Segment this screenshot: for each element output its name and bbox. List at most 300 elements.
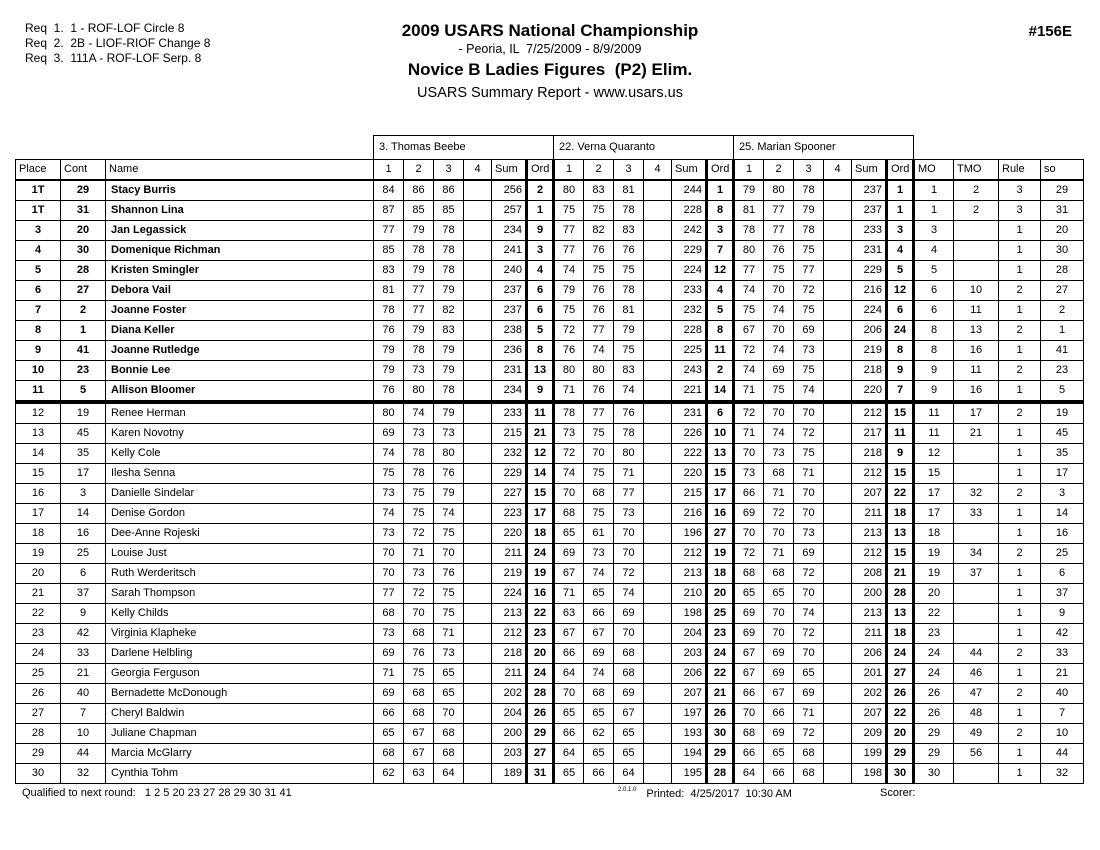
cell-score: [464, 744, 492, 764]
cell-score: [464, 664, 492, 684]
cell-score: [464, 604, 492, 624]
skater-row: [16, 504, 1084, 524]
cell-mo: 19: [914, 564, 954, 584]
cell-place: 22: [16, 604, 61, 624]
cell-ord: 22: [887, 704, 914, 724]
cell-sum: 203: [672, 644, 707, 664]
cell-score: 71: [374, 664, 404, 684]
cell-cont: 19: [61, 402, 106, 424]
cell-tmo: 11: [954, 301, 999, 321]
cell-score: 72: [404, 584, 434, 604]
cell-cont: 40: [61, 684, 106, 704]
requirement-line: Req 2. 2B - LIOF-RIOF Change 8: [25, 36, 211, 50]
cell-sum: 196: [672, 524, 707, 544]
cell-cont: 42: [61, 624, 106, 644]
cell-rule: 3: [999, 201, 1041, 221]
cell-tmo: 56: [954, 744, 999, 764]
cell-score: 80: [764, 180, 794, 201]
cell-score: [464, 180, 492, 201]
cell-score: 75: [584, 261, 614, 281]
col-header-4: 4: [644, 160, 672, 181]
cell-ord: 3: [707, 221, 734, 241]
cell-score: 69: [584, 644, 614, 664]
cell-sum: 193: [672, 724, 707, 744]
cell-ord: 27: [527, 744, 554, 764]
cell-score: 66: [374, 704, 404, 724]
cell-sum: 219: [492, 564, 527, 584]
cell-rule: 1: [999, 604, 1041, 624]
cell-cont: 44: [61, 744, 106, 764]
cell-sum: 213: [492, 604, 527, 624]
cell-rule: 1: [999, 424, 1041, 444]
cell-score: 68: [554, 504, 584, 524]
cell-so: 9: [1041, 604, 1084, 624]
cell-score: [644, 484, 672, 504]
cell-sum: 213: [672, 564, 707, 584]
cell-score: 74: [734, 361, 764, 381]
cell-sum: 204: [492, 704, 527, 724]
cell-score: 67: [734, 321, 764, 341]
cell-ord: 24: [887, 321, 914, 341]
cell-score: 69: [734, 504, 764, 524]
cell-place: 19: [16, 544, 61, 564]
cell-score: 76: [404, 644, 434, 664]
cell-score: 72: [734, 544, 764, 564]
cell-score: [644, 524, 672, 544]
cell-sum: 224: [672, 261, 707, 281]
cell-cont: 20: [61, 221, 106, 241]
cell-score: 70: [794, 484, 824, 504]
cell-ord: 8: [707, 201, 734, 221]
cell-sum: 195: [672, 764, 707, 784]
cell-score: [464, 724, 492, 744]
cell-place: 6: [16, 281, 61, 301]
cell-place: 11: [16, 381, 61, 403]
cell-score: 71: [434, 624, 464, 644]
results-table-body: [16, 180, 1084, 784]
cell-score: 84: [374, 180, 404, 201]
cell-score: 77: [764, 201, 794, 221]
cell-score: 73: [794, 524, 824, 544]
cell-name: Juliane Chapman: [106, 724, 374, 744]
cell-tmo: 13: [954, 321, 999, 341]
cell-score: 75: [794, 301, 824, 321]
requirement-line: Req 1. 1 - ROF-LOF Circle 8: [25, 21, 185, 35]
cell-score: 65: [584, 584, 614, 604]
championship-title: 2009 USARS National Championship: [401, 21, 699, 40]
cell-score: 69: [794, 544, 824, 564]
cell-score: 65: [434, 684, 464, 704]
col-header-mo: MO: [914, 160, 954, 181]
cell-score: [464, 361, 492, 381]
cell-ord: 3: [887, 221, 914, 241]
cell-name: Kristen Smingler: [106, 261, 374, 281]
cell-score: 75: [764, 261, 794, 281]
cell-score: 70: [794, 584, 824, 604]
cell-score: 74: [794, 381, 824, 403]
cell-tmo: 37: [954, 564, 999, 584]
cell-score: 66: [734, 484, 764, 504]
cell-name: Stacy Burris: [106, 180, 374, 201]
cell-score: 64: [614, 764, 644, 784]
cell-score: [824, 704, 852, 724]
cell-name: Denise Gordon: [106, 504, 374, 524]
cell-name: Virginia Klapheke: [106, 624, 374, 644]
cell-mo: 24: [914, 664, 954, 684]
cell-rule: 1: [999, 564, 1041, 584]
cell-score: 69: [374, 424, 404, 444]
cell-ord: 6: [707, 402, 734, 424]
cell-ord: 31: [527, 764, 554, 784]
cell-score: 74: [614, 381, 644, 403]
cell-score: 67: [584, 624, 614, 644]
skater-row: [16, 524, 1084, 544]
cell-ord: 24: [527, 544, 554, 564]
cell-score: 83: [434, 321, 464, 341]
cell-score: 61: [584, 524, 614, 544]
cell-score: 78: [404, 241, 434, 261]
cell-score: 70: [404, 604, 434, 624]
cell-score: 62: [374, 764, 404, 784]
cell-score: 79: [404, 261, 434, 281]
cell-score: 75: [614, 341, 644, 361]
cell-sum: 212: [492, 624, 527, 644]
cell-cont: 21: [61, 664, 106, 684]
cell-score: [824, 764, 852, 784]
cell-score: 74: [404, 402, 434, 424]
cell-score: 65: [374, 724, 404, 744]
cell-score: 74: [374, 444, 404, 464]
cell-name: Darlene Helbling: [106, 644, 374, 664]
cell-score: 75: [554, 301, 584, 321]
cell-score: 70: [554, 484, 584, 504]
cell-sum: 257: [492, 201, 527, 221]
cell-cont: 35: [61, 444, 106, 464]
cell-score: 67: [404, 724, 434, 744]
cell-score: 77: [554, 241, 584, 261]
col-header-sum: Sum: [672, 160, 707, 181]
cell-score: 70: [794, 402, 824, 424]
cell-ord: 22: [527, 604, 554, 624]
cell-name: Diana Keller: [106, 321, 374, 341]
cell-score: 72: [764, 504, 794, 524]
cell-ord: 22: [887, 484, 914, 504]
cell-score: [464, 341, 492, 361]
cell-score: [644, 301, 672, 321]
cell-score: 86: [434, 180, 464, 201]
cell-score: 74: [764, 424, 794, 444]
cell-score: [644, 544, 672, 564]
cell-ord: 17: [707, 484, 734, 504]
cell-score: [464, 684, 492, 704]
cell-score: [464, 484, 492, 504]
cell-ord: 7: [707, 241, 734, 261]
cell-sum: 241: [492, 241, 527, 261]
cell-score: 67: [404, 744, 434, 764]
cell-score: 70: [584, 444, 614, 464]
cell-ord: 9: [887, 361, 914, 381]
cell-score: [824, 664, 852, 684]
cell-score: 80: [734, 241, 764, 261]
cell-score: 70: [794, 504, 824, 524]
cell-score: 72: [794, 624, 824, 644]
cell-so: 27: [1041, 281, 1084, 301]
cell-place: 7: [16, 301, 61, 321]
cell-ord: 4: [887, 241, 914, 261]
cell-score: 66: [584, 764, 614, 784]
cell-rule: 2: [999, 544, 1041, 564]
cell-ord: 21: [887, 564, 914, 584]
cell-score: [824, 484, 852, 504]
cell-sum: 219: [852, 341, 887, 361]
col-header-sum: Sum: [852, 160, 887, 181]
cell-score: 85: [434, 201, 464, 221]
cell-place: 27: [16, 704, 61, 724]
cell-ord: 4: [527, 261, 554, 281]
cell-ord: 20: [707, 584, 734, 604]
cell-so: 19: [1041, 402, 1084, 424]
cell-score: 67: [734, 664, 764, 684]
cell-score: 68: [614, 644, 644, 664]
cell-ord: 5: [707, 301, 734, 321]
cell-score: 69: [764, 361, 794, 381]
cell-mo: 15: [914, 464, 954, 484]
cell-sum: 234: [492, 221, 527, 241]
cell-place: 12: [16, 402, 61, 424]
cell-score: 74: [734, 281, 764, 301]
cell-mo: 23: [914, 624, 954, 644]
cell-score: [464, 301, 492, 321]
col-header-1: 1: [734, 160, 764, 181]
cell-tmo: [954, 444, 999, 464]
cell-score: 79: [434, 484, 464, 504]
cell-sum: 211: [492, 544, 527, 564]
cell-score: 83: [614, 221, 644, 241]
cell-score: 76: [764, 241, 794, 261]
cell-ord: 19: [527, 564, 554, 584]
cell-score: [824, 644, 852, 664]
cell-score: [644, 180, 672, 201]
cell-cont: 6: [61, 564, 106, 584]
cell-sum: 204: [672, 624, 707, 644]
cell-sum: 218: [492, 644, 527, 664]
cell-score: 68: [794, 744, 824, 764]
cell-score: 68: [734, 724, 764, 744]
cell-score: 76: [374, 321, 404, 341]
cell-so: 45: [1041, 424, 1084, 444]
cell-tmo: [954, 764, 999, 784]
cell-score: 68: [794, 764, 824, 784]
cell-mo: 20: [914, 584, 954, 604]
cell-score: 76: [374, 381, 404, 403]
cell-score: [644, 341, 672, 361]
cell-ord: 24: [707, 644, 734, 664]
cell-tmo: 2: [954, 180, 999, 201]
cell-ord: 12: [707, 261, 734, 281]
cell-so: 7: [1041, 704, 1084, 724]
cell-score: 74: [584, 341, 614, 361]
cell-sum: 208: [852, 564, 887, 584]
cell-score: 79: [404, 321, 434, 341]
cell-score: [464, 321, 492, 341]
cell-score: [644, 321, 672, 341]
cell-score: 78: [614, 424, 644, 444]
cell-score: 79: [434, 281, 464, 301]
cell-mo: 19: [914, 544, 954, 564]
cell-sum: 237: [492, 281, 527, 301]
cell-score: [824, 744, 852, 764]
cell-score: 69: [614, 604, 644, 624]
cell-score: 66: [764, 764, 794, 784]
cell-ord: 15: [887, 464, 914, 484]
cell-name: Dee-Anne Rojeski: [106, 524, 374, 544]
cell-score: 65: [554, 704, 584, 724]
cell-score: 69: [764, 664, 794, 684]
cell-mo: 8: [914, 321, 954, 341]
cell-score: [644, 464, 672, 484]
cell-score: [824, 684, 852, 704]
cell-score: 70: [614, 544, 644, 564]
skater-row: [16, 684, 1084, 704]
cell-sum: 227: [492, 484, 527, 504]
cell-score: 63: [554, 604, 584, 624]
cell-score: [464, 424, 492, 444]
cell-score: 64: [554, 744, 584, 764]
cell-cont: 25: [61, 544, 106, 564]
cell-sum: 229: [852, 261, 887, 281]
cell-score: [824, 584, 852, 604]
cell-score: 70: [764, 281, 794, 301]
cell-score: 62: [584, 724, 614, 744]
cell-sum: 256: [492, 180, 527, 201]
cell-place: 1T: [16, 201, 61, 221]
cell-cont: 7: [61, 704, 106, 724]
cell-score: [824, 281, 852, 301]
cell-place: 30: [16, 764, 61, 784]
skater-row: [16, 361, 1084, 381]
cell-tmo: 47: [954, 684, 999, 704]
col-header-4: 4: [824, 160, 852, 181]
cell-ord: 25: [707, 604, 734, 624]
cell-score: 80: [554, 180, 584, 201]
cell-score: [464, 221, 492, 241]
skater-row: [16, 201, 1084, 221]
cell-ord: 8: [887, 341, 914, 361]
skater-row: [16, 544, 1084, 564]
cell-sum: 212: [852, 464, 887, 484]
cell-score: 78: [614, 281, 644, 301]
cell-ord: 6: [527, 281, 554, 301]
cell-sum: 240: [492, 261, 527, 281]
cell-rule: 1: [999, 504, 1041, 524]
cell-tmo: [954, 464, 999, 484]
cell-score: 78: [434, 381, 464, 403]
cell-mo: 18: [914, 524, 954, 544]
cell-score: 64: [434, 764, 464, 784]
cell-score: 69: [374, 644, 404, 664]
judge-header: 22. Verna Quaranto: [554, 136, 734, 160]
cell-score: 71: [404, 544, 434, 564]
cell-score: 65: [554, 524, 584, 544]
skater-row: [16, 180, 1084, 201]
col-header-3: 3: [794, 160, 824, 181]
cell-rule: 1: [999, 584, 1041, 604]
cell-score: 70: [764, 524, 794, 544]
cell-sum: 237: [852, 180, 887, 201]
cell-tmo: [954, 221, 999, 241]
cell-tmo: 16: [954, 381, 999, 403]
cell-score: 78: [404, 464, 434, 484]
col-header-cont: Cont: [61, 160, 106, 181]
cell-score: 78: [434, 241, 464, 261]
cell-mo: 6: [914, 281, 954, 301]
cell-place: 13: [16, 424, 61, 444]
cell-score: 67: [554, 624, 584, 644]
cell-ord: 26: [887, 684, 914, 704]
cell-tmo: [954, 241, 999, 261]
cell-score: 79: [374, 341, 404, 361]
cell-place: 1T: [16, 180, 61, 201]
cell-sum: 201: [852, 664, 887, 684]
skater-row: [16, 402, 1084, 424]
results-table-head: [16, 136, 1084, 181]
cell-score: 74: [794, 604, 824, 624]
cell-sum: 202: [852, 684, 887, 704]
cell-score: 71: [554, 381, 584, 403]
cell-sum: 215: [492, 424, 527, 444]
cell-score: 72: [794, 564, 824, 584]
cell-ord: 19: [707, 544, 734, 564]
cell-score: 69: [764, 724, 794, 744]
cell-ord: 8: [527, 341, 554, 361]
cell-score: 76: [584, 241, 614, 261]
col-header-tmo: TMO: [954, 160, 999, 181]
cell-score: 65: [764, 584, 794, 604]
cell-rule: 1: [999, 464, 1041, 484]
judge-header: 25. Marian Spooner: [734, 136, 914, 160]
cell-score: [644, 584, 672, 604]
cell-score: 67: [614, 704, 644, 724]
cell-cont: 3: [61, 484, 106, 504]
cell-score: 65: [584, 704, 614, 724]
cell-cont: 45: [61, 424, 106, 444]
cell-score: 78: [614, 201, 644, 221]
cell-sum: 242: [672, 221, 707, 241]
cell-so: 33: [1041, 644, 1084, 664]
cell-score: 73: [764, 444, 794, 464]
col-header-2: 2: [764, 160, 794, 181]
cell-sum: 215: [672, 484, 707, 504]
cell-rule: 1: [999, 744, 1041, 764]
cell-score: 69: [794, 684, 824, 704]
cell-rule: 2: [999, 281, 1041, 301]
cell-mo: 9: [914, 381, 954, 403]
cell-tmo: 48: [954, 704, 999, 724]
skater-row: [16, 444, 1084, 464]
cell-score: 75: [794, 241, 824, 261]
cell-sum: 207: [852, 484, 887, 504]
cell-mo: 24: [914, 644, 954, 664]
skater-row: [16, 564, 1084, 584]
cell-so: 6: [1041, 564, 1084, 584]
cell-rule: 1: [999, 301, 1041, 321]
cell-rule: 2: [999, 684, 1041, 704]
cell-score: 77: [374, 221, 404, 241]
skater-row: [16, 341, 1084, 361]
cell-score: [464, 381, 492, 403]
cell-score: 70: [614, 524, 644, 544]
cell-tmo: 44: [954, 644, 999, 664]
